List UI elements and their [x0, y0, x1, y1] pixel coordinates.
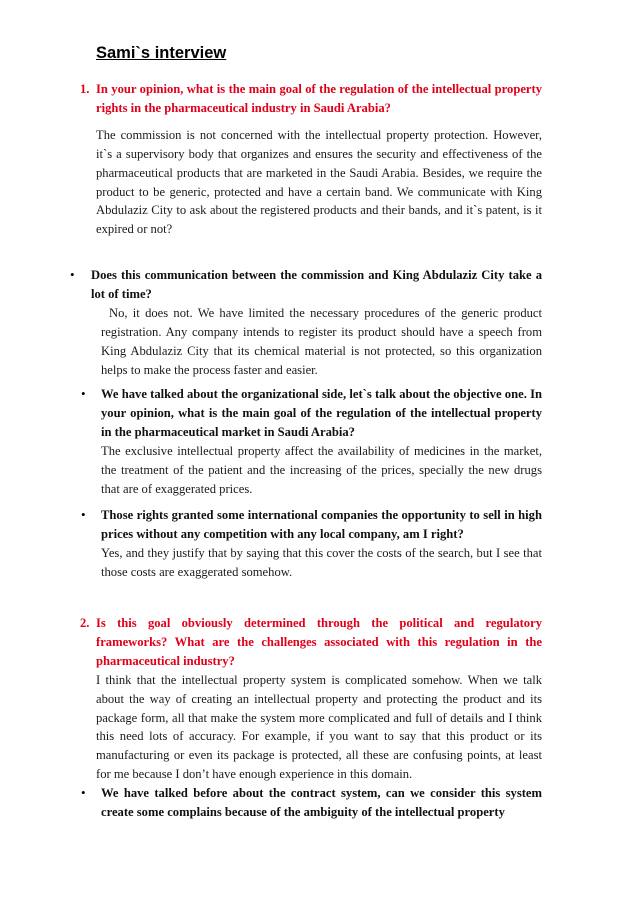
question-number: 1. [80, 82, 90, 96]
answer-text: No, it does not. We have limited the necessary procedures of the generic product registration. Any company intends to register its product should have a speech from King Abdulaziz City that its chemical material is not protected, so this organization helps to make the process faster and easier. [101, 306, 542, 377]
bullet-item-2 [101, 385, 542, 498]
question-text: Does this communication between the commission and King Abdulaziz City take a lot of time? [91, 268, 542, 301]
question-number: 2. [80, 616, 90, 630]
page-title: Sami`s interview [96, 44, 227, 62]
bullet-item-1 [91, 266, 542, 304]
question-text: We have talked before about the contract system, can we consider this system create some complains because of the ambiguity of the intellectual property [101, 786, 542, 819]
bullet-icon: • [81, 785, 86, 800]
question-text: We have talked about the organizational side, let`s talk about the objective one. In your opinion, what is the main goal of the regulation of the intellectual property in the pharmaceutical market in Saudi Arabia? [101, 387, 542, 439]
bullet-item-4 [101, 784, 542, 822]
question-2 [96, 614, 542, 784]
question-text: Those rights granted some international companies the opportunity to sell in high prices without any competition with any local company, am I right? [101, 508, 542, 541]
bullet-answer-1 [101, 304, 542, 380]
answer-text: The commission is not concerned with the intellectual property protection. However, it`s a supervisory body that organizes and ensures the security and effectiveness of the pharmaceutical products that are marketed in the Saudi Arabia. Besides, we require the product to be generic, protected and have a certain band. We communicate with King Abdulaziz City to ask about the registered products and their bands, and it`s patent, is it expired or not? [96, 127, 542, 237]
bullet-icon: • [70, 267, 75, 282]
answer-text: I think that the intellectual property system is complicated somehow. When we talk about the way of creating an intellectual property and protecting the product and its package form, all that make the system more complicated and full of details and I think this need lots of accuracy. For example, if you want to say that this product or its manufacturing or even its package is protected, all these are confusing points, at least for me because I don’t have enough experience in this domain. [96, 672, 542, 782]
question-text: In your opinion, what is the main goal of the regulation of the intellectual property rights in the pharmaceutical industry in Saudi Arabia? [96, 82, 542, 115]
question-text: Is this goal obviously determined through the political and regulatory frameworks? What are the challenges associated with this regulation in the pharmaceutical industry? [96, 616, 542, 668]
bullet-icon: • [81, 386, 86, 401]
bullet-icon: • [81, 507, 86, 522]
question-1 [96, 80, 542, 239]
bullet-item-3 [101, 506, 542, 582]
answer-text: The exclusive intellectual property affect the availability of medicines in the market, the treatment of the patient and the increasing of the prices, specially the new drugs that are of exaggerated prices. [101, 443, 542, 496]
answer-text: Yes, and they justify that by saying that this cover the costs of the search, but I see that those costs are exaggerated somehow. [101, 545, 542, 579]
